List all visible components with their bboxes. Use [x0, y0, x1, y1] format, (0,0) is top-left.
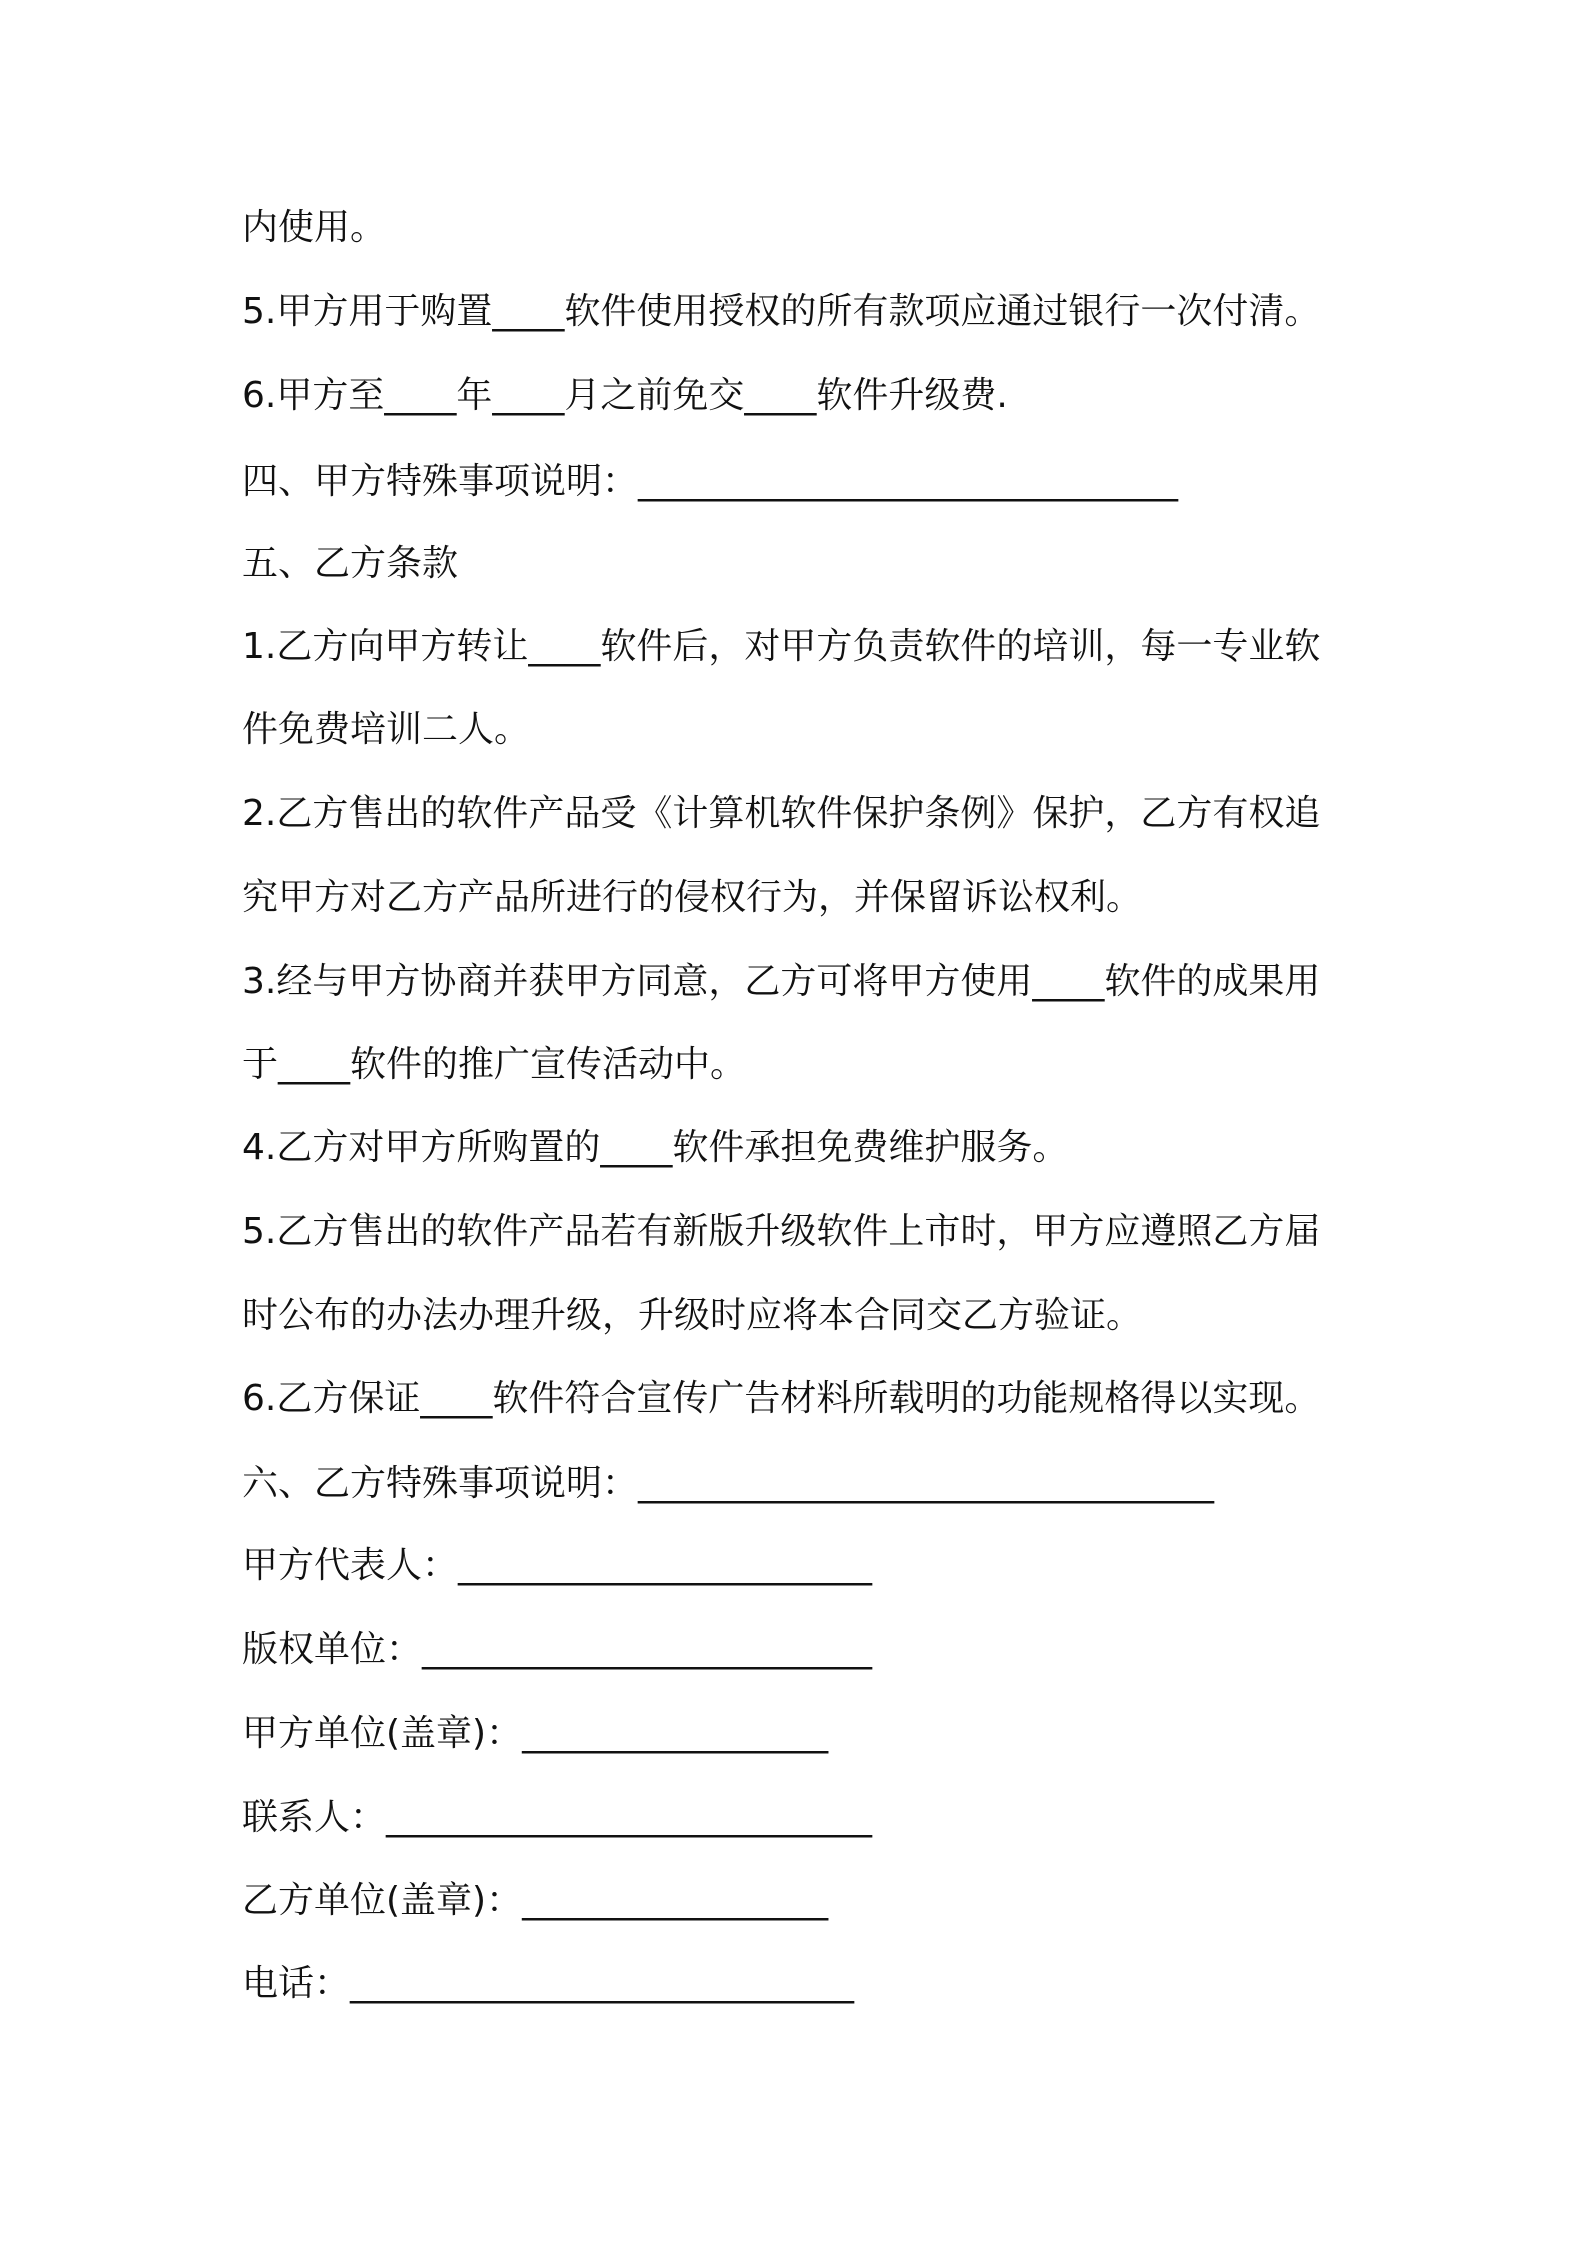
clause-party-b-2-line-1: 2.乙方售出的软件产品受《计算机软件保护条例》保护，乙方有权追 [242, 793, 1321, 834]
clause-party-b-6: 6.乙方保证____软件符合宣传广告材料所载明的功能规格得以实现。 [242, 1378, 1321, 1419]
clause-party-b-3-line-2: 于____软件的推广宣传活动中。 [242, 1044, 747, 1085]
clause-party-b-5-line-1: 5.乙方售出的软件产品若有新版升级软件上市时，甲方应遵照乙方届 [242, 1211, 1321, 1252]
clause-party-b-4: 4.乙方对甲方所购置的____软件承担免费维护服务。 [242, 1127, 1069, 1168]
signature-phone: 电话：____________________________ [242, 1963, 855, 2004]
text-line-usage-end: 内使用。 [242, 207, 387, 248]
clause-party-b-5-line-2: 时公布的办法办理升级，升级时应将本合同交乙方验证。 [242, 1295, 1143, 1336]
clause-party-b-3-line-1: 3.经与甲方协商并获甲方同意，乙方可将甲方使用____软件的成果用 [242, 961, 1321, 1002]
clause-party-b-2-line-2: 究甲方对乙方产品所进行的侵权行为，并保留诉讼权利。 [242, 877, 1143, 918]
signature-copyright-unit: 版权单位：_________________________ [242, 1629, 873, 1670]
section-5-heading: 五、乙方条款 [242, 543, 459, 584]
clause-party-b-1-line-1: 1.乙方向甲方转让____软件后，对甲方负责软件的培训，每一专业软 [242, 626, 1321, 667]
clause-party-b-1-line-2: 件免费培训二人。 [242, 709, 531, 750]
signature-party-a-unit: 甲方单位(盖章)：_________________ [242, 1713, 829, 1754]
section-6-heading: 六、乙方特殊事项说明：________________________________ [242, 1463, 1215, 1504]
clause-party-a-5: 5.甲方用于购置____软件使用授权的所有款项应通过银行一次付清。 [242, 291, 1321, 332]
section-4-heading: 四、甲方特殊事项说明：______________________________ [242, 461, 1179, 502]
signature-party-b-unit: 乙方单位(盖章)：_________________ [242, 1880, 829, 1921]
clause-party-a-6: 6.甲方至____年____月之前免交____软件升级费. [242, 375, 1008, 416]
signature-party-a-representative: 甲方代表人：_______________________ [242, 1545, 873, 1586]
signature-contact: 联系人：___________________________ [242, 1797, 873, 1838]
